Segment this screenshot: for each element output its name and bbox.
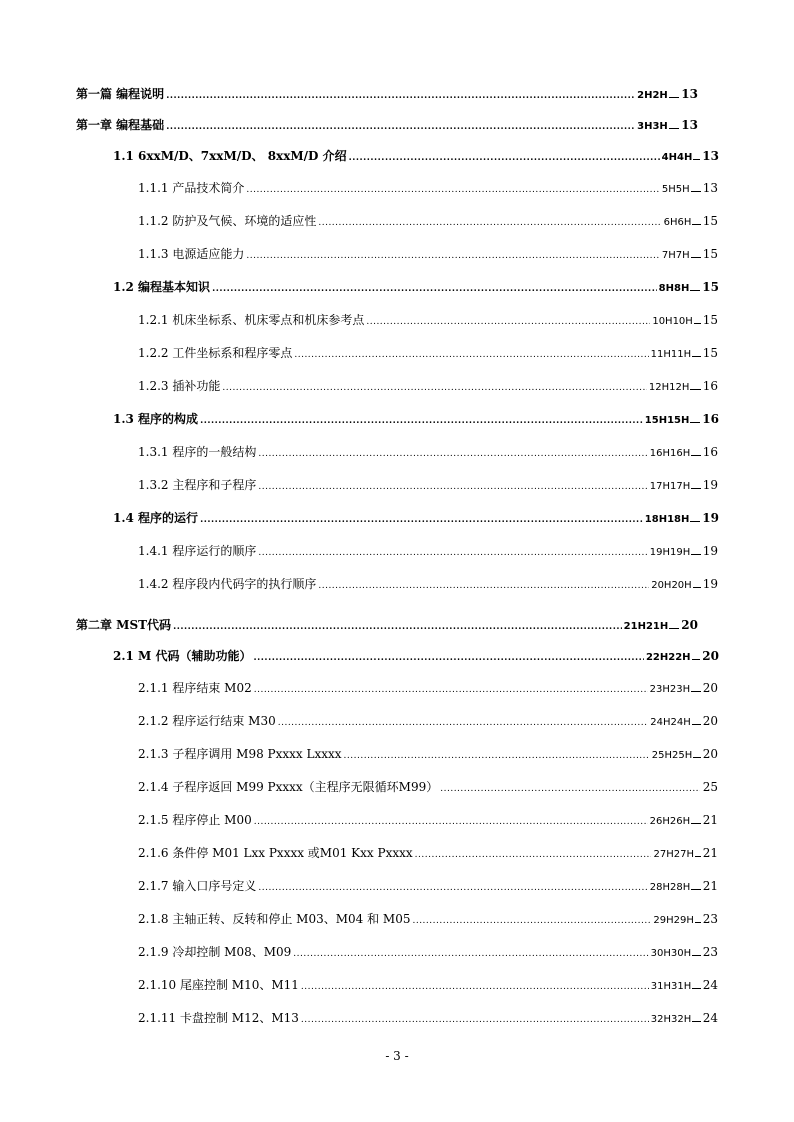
toc-entry-hyperlink-ref: 2H2H bbox=[637, 90, 668, 101]
link-underline bbox=[692, 946, 701, 956]
link-underline bbox=[692, 347, 701, 357]
toc-entry-hyperlink-ref: 12H12H bbox=[648, 382, 690, 393]
link-underline bbox=[691, 814, 701, 824]
toc-entry[interactable] bbox=[76, 117, 698, 135]
toc-entry-title: 1.2.3 插补功能 bbox=[138, 379, 221, 393]
link-underline bbox=[690, 380, 700, 390]
dot-leader bbox=[293, 946, 648, 962]
toc-entry-hyperlink-ref: 18H18H bbox=[644, 514, 690, 525]
toc-entry-page-number: 23 bbox=[702, 945, 718, 959]
toc-entry-title: 2.1.2 程序运行结束 M30 bbox=[138, 714, 276, 728]
toc-entry-hyperlink-ref: 30H30H bbox=[650, 948, 692, 959]
dot-leader bbox=[366, 314, 650, 330]
dot-leader bbox=[246, 248, 660, 264]
toc-entry-page-number: 19 bbox=[702, 577, 718, 591]
toc-entry-hyperlink-ref: 6H6H bbox=[663, 217, 692, 228]
toc-entry-title: 2.1.9 冷却控制 M08、M09 bbox=[138, 945, 292, 959]
dot-leader bbox=[254, 682, 648, 698]
toc-entry-title: 第一章 编程基础 bbox=[76, 118, 165, 132]
dot-leader bbox=[278, 715, 649, 731]
toc-entry-page-number: 16 bbox=[702, 379, 718, 393]
toc-entry-hyperlink-ref: 28H28H bbox=[649, 882, 691, 893]
toc-entry-page-number: 15 bbox=[702, 313, 718, 327]
toc-entry-page-number: 13 bbox=[681, 118, 698, 132]
toc-entry-hyperlink-ref: 26H26H bbox=[649, 816, 691, 827]
toc-entry-page-number: 13 bbox=[702, 181, 718, 195]
dot-leader bbox=[440, 781, 699, 797]
toc-entry-title: 1.1.3 电源适应能力 bbox=[138, 247, 245, 261]
link-underline bbox=[693, 578, 701, 588]
toc-entry-page-number: 20 bbox=[681, 618, 698, 632]
link-underline bbox=[691, 182, 701, 192]
toc-entry-title: 2.1 M 代码（辅助功能） bbox=[113, 649, 252, 663]
toc-entry-title: 第二章 MST代码 bbox=[76, 618, 172, 632]
toc-entry-hyperlink-ref: 10H10H bbox=[652, 316, 693, 327]
dot-leader bbox=[254, 650, 644, 666]
toc-entry-title: 2.1.5 程序停止 M00 bbox=[138, 813, 252, 827]
dot-leader bbox=[294, 347, 648, 363]
toc-entry-hyperlink-ref: 8H8H bbox=[658, 283, 690, 294]
dot-leader bbox=[200, 512, 643, 528]
toc-entry-page-number: 15 bbox=[702, 346, 718, 360]
toc-entry-hyperlink-ref: 25H25H bbox=[651, 750, 693, 761]
toc-entry-page-number: 20 bbox=[702, 681, 718, 695]
toc-entry[interactable] bbox=[138, 878, 718, 896]
toc-entry[interactable] bbox=[113, 279, 719, 297]
dot-leader bbox=[318, 578, 649, 594]
toc-entry-page-number: 15 bbox=[702, 280, 719, 294]
toc-entry-hyperlink-ref: 15H15H bbox=[644, 415, 690, 426]
toc-entry-page-number: 21 bbox=[702, 813, 718, 827]
toc-entry-page-number: 25 bbox=[702, 780, 718, 794]
toc-entry-page-number: 16 bbox=[702, 445, 718, 459]
toc-entry-hyperlink-ref: 4H4H bbox=[661, 152, 693, 163]
toc-entry-page-number: 21 bbox=[702, 846, 718, 860]
toc-entry-title: 1.4.2 程序段内代码字的执行顺序 bbox=[138, 577, 317, 591]
dot-leader bbox=[200, 413, 643, 429]
toc-entry-title: 2.1.11 卡盘控制 M12、M13 bbox=[138, 1011, 299, 1025]
toc-entry-page-number: 23 bbox=[702, 912, 718, 926]
toc-entry-page-number: 21 bbox=[702, 879, 718, 893]
link-underline bbox=[695, 847, 701, 857]
toc-entry[interactable] bbox=[138, 911, 718, 929]
link-underline bbox=[691, 880, 700, 890]
toc-entry-page-number: 20 bbox=[702, 747, 718, 761]
link-underline bbox=[691, 545, 700, 555]
dot-leader bbox=[258, 479, 647, 495]
toc-entry-page-number: 15 bbox=[702, 247, 718, 261]
link-underline bbox=[669, 619, 679, 629]
toc-entry[interactable] bbox=[138, 680, 718, 698]
toc-entry[interactable] bbox=[76, 617, 698, 635]
toc-entry-hyperlink-ref: 32H32H bbox=[650, 1014, 692, 1025]
toc-entry[interactable] bbox=[138, 746, 718, 764]
dot-leader bbox=[173, 619, 622, 635]
toc-entry-hyperlink-ref: 24H24H bbox=[650, 717, 691, 728]
link-underline bbox=[692, 979, 700, 989]
toc-entry-hyperlink-ref: 23H23H bbox=[649, 684, 691, 695]
toc-entry-page-number: 19 bbox=[702, 478, 718, 492]
dot-leader bbox=[166, 119, 635, 135]
toc-entry-hyperlink-ref: 17H17H bbox=[649, 481, 691, 492]
toc-entry-title: 1.3.1 程序的一般结构 bbox=[138, 445, 257, 459]
dot-leader bbox=[222, 380, 647, 396]
toc-entry[interactable] bbox=[138, 812, 718, 830]
toc-entry[interactable] bbox=[138, 977, 718, 995]
toc-entry[interactable] bbox=[138, 543, 718, 561]
toc-entry-page-number: 13 bbox=[681, 87, 698, 101]
toc-entry-title: 2.1.4 子程序返回 M99 Pxxxx（主程序无限循环M99） bbox=[138, 780, 439, 794]
toc-entry[interactable] bbox=[138, 378, 718, 396]
dot-leader bbox=[258, 880, 647, 896]
link-underline bbox=[691, 479, 700, 489]
dot-leader bbox=[412, 913, 651, 929]
toc-entry[interactable] bbox=[113, 648, 719, 666]
toc-entry-hyperlink-ref: 19H19H bbox=[649, 547, 691, 558]
toc-entry[interactable] bbox=[113, 510, 719, 528]
link-underline bbox=[692, 715, 701, 725]
dot-leader bbox=[415, 847, 652, 863]
toc-entry[interactable] bbox=[138, 477, 718, 495]
dot-leader bbox=[301, 979, 649, 995]
link-underline bbox=[690, 281, 700, 291]
toc-entry[interactable] bbox=[138, 444, 718, 462]
toc-entry-title: 1.3 程序的构成 bbox=[113, 412, 199, 426]
toc-entry-hyperlink-ref: 31H31H bbox=[650, 981, 692, 992]
toc-entry[interactable] bbox=[138, 944, 718, 962]
toc-entry[interactable] bbox=[138, 312, 718, 330]
link-underline bbox=[692, 650, 701, 660]
link-underline bbox=[691, 446, 700, 456]
toc-entry-page-number: 19 bbox=[702, 511, 719, 525]
toc-entry-title: 1.4.1 程序运行的顺序 bbox=[138, 544, 257, 558]
toc-entry-page-number: 13 bbox=[702, 149, 719, 163]
link-underline bbox=[692, 1012, 700, 1022]
toc-entry[interactable] bbox=[76, 86, 698, 104]
link-underline bbox=[669, 119, 680, 129]
toc-entry-title: 第一篇 编程说明 bbox=[76, 87, 165, 101]
toc-entry-hyperlink-ref: 20H20H bbox=[651, 580, 692, 591]
toc-entry-title: 1.2 编程基本知识 bbox=[113, 280, 211, 294]
toc-entry-page-number: 20 bbox=[702, 649, 719, 663]
toc-entry-page-number: 19 bbox=[702, 544, 718, 558]
toc-entry-hyperlink-ref: 11H11H bbox=[650, 349, 692, 360]
toc-entry-title: 2.1.6 条件停 M01 Lxx Pxxxx 或M01 Kxx Pxxxx bbox=[138, 846, 413, 860]
toc-entry[interactable] bbox=[138, 246, 718, 264]
link-underline bbox=[694, 314, 701, 324]
toc-entry-hyperlink-ref: 7H7H bbox=[661, 250, 690, 261]
toc-entry[interactable] bbox=[138, 576, 718, 594]
dot-leader bbox=[301, 1012, 649, 1028]
toc-entry-title: 1.1.1 产品技术简介 bbox=[138, 181, 245, 195]
link-underline bbox=[693, 748, 700, 758]
toc-entry-title: 2.1.8 主轴正转、反转和停止 M03、M04 和 M05 bbox=[138, 912, 411, 926]
dot-leader bbox=[246, 182, 660, 198]
toc-entry-page-number: 24 bbox=[702, 978, 718, 992]
toc-entry[interactable] bbox=[113, 411, 719, 429]
toc-entry-title: 1.2.1 机床坐标系、机床零点和机床参考点 bbox=[138, 313, 365, 327]
toc-entry-page-number: 24 bbox=[702, 1011, 718, 1025]
link-underline bbox=[690, 512, 700, 522]
toc-entry-title: 1.4 程序的运行 bbox=[113, 511, 199, 525]
toc-entry[interactable] bbox=[113, 148, 719, 166]
toc-entry[interactable] bbox=[138, 713, 718, 731]
toc-entry-hyperlink-ref: 21H21H bbox=[623, 621, 669, 632]
link-underline bbox=[691, 682, 701, 692]
toc-entry-title: 2.1.3 子程序调用 M98 Pxxxx Lxxxx bbox=[138, 747, 342, 761]
toc-entry[interactable] bbox=[138, 213, 718, 231]
toc-entry-hyperlink-ref: 29H29H bbox=[653, 915, 694, 926]
toc-entry-title: 2.1.10 尾座控制 M10、M11 bbox=[138, 978, 299, 992]
dot-leader bbox=[318, 215, 661, 231]
toc-entry[interactable] bbox=[138, 345, 718, 363]
toc-entry-hyperlink-ref: 16H16H bbox=[649, 448, 691, 459]
toc-entry-hyperlink-ref: 5H5H bbox=[661, 184, 690, 195]
toc-entry-page-number: 15 bbox=[702, 214, 718, 228]
toc-entry[interactable] bbox=[138, 845, 718, 863]
toc-entry[interactable] bbox=[138, 1010, 718, 1028]
toc-entry-hyperlink-ref: 22H22H bbox=[645, 652, 691, 663]
dot-leader bbox=[349, 150, 660, 166]
dot-leader bbox=[344, 748, 650, 764]
link-underline bbox=[695, 913, 701, 923]
link-underline bbox=[669, 88, 680, 98]
toc-entry-hyperlink-ref: 3H3H bbox=[637, 121, 668, 132]
link-underline bbox=[693, 150, 700, 160]
toc-entry-title: 1.1 6xxM/D、7xxM/D、 8xxM/D 介绍 bbox=[113, 149, 347, 163]
toc-entry-title: 2.1.7 输入口序号定义 bbox=[138, 879, 257, 893]
dot-leader bbox=[212, 281, 657, 297]
toc-entry-title: 1.3.2 主程序和子程序 bbox=[138, 478, 257, 492]
toc-entry-title: 2.1.1 程序结束 M02 bbox=[138, 681, 252, 695]
toc-entry-page-number: 16 bbox=[702, 412, 719, 426]
link-underline bbox=[690, 413, 700, 423]
link-underline bbox=[691, 248, 701, 258]
dot-leader bbox=[166, 88, 635, 104]
page-number: - 3 - bbox=[385, 1049, 409, 1063]
toc-entry[interactable] bbox=[138, 180, 718, 198]
toc-entry[interactable] bbox=[138, 779, 718, 797]
dot-leader bbox=[258, 446, 647, 462]
link-underline bbox=[692, 215, 700, 225]
toc-entry-page-number: 20 bbox=[702, 714, 718, 728]
dot-leader bbox=[258, 545, 647, 561]
toc-entry-title: 1.2.2 工件坐标系和程序零点 bbox=[138, 346, 293, 360]
toc-entry-hyperlink-ref: 27H27H bbox=[653, 849, 694, 860]
dot-leader bbox=[254, 814, 648, 830]
toc-entry-title: 1.1.2 防护及气候、环境的适应性 bbox=[138, 214, 317, 228]
